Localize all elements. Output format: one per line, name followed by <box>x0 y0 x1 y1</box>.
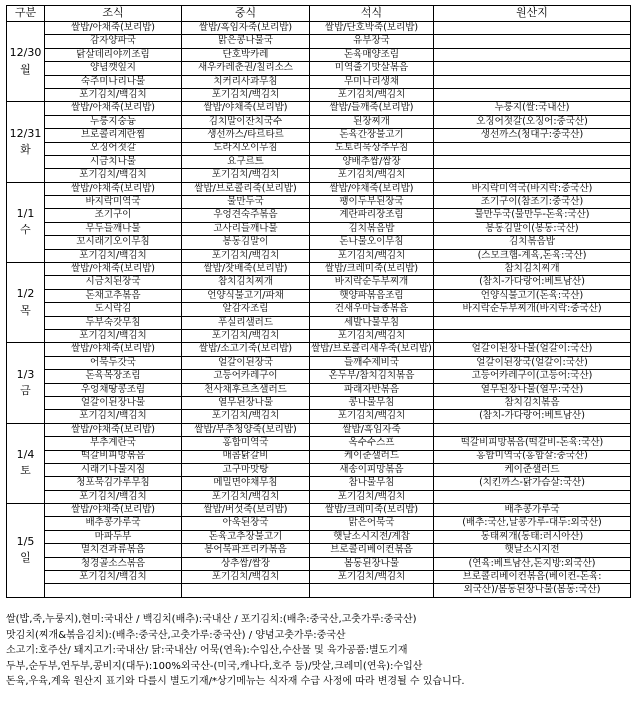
origin-item: 배추콩가루국 <box>434 504 631 517</box>
menu-row <box>7 88 631 101</box>
origin-item: 생선까스(청대구:중국산) <box>434 129 631 142</box>
breakfast-item: 꼬시래기오이무침 <box>45 236 182 249</box>
breakfast-item: 떡갈비피망볶음 <box>45 450 182 463</box>
header-dinner: 석식 <box>310 6 434 22</box>
origin-item: (연육:베트남산,돈지방:외국산) <box>434 557 631 570</box>
dinner-item: 돈육매양조림 <box>310 48 434 61</box>
dinner-item: 포기김치/백김치 <box>310 571 434 584</box>
dinner-item: 쌀밥/흑임자죽 <box>310 423 434 436</box>
lunch-item: 푸실리샐러드 <box>182 316 310 329</box>
breakfast-item: 마파두부 <box>45 530 182 543</box>
breakfast-item: 포기김치/백김치 <box>45 571 182 584</box>
menu-row <box>7 35 631 48</box>
menu-row <box>7 557 631 570</box>
breakfast-item: 무두들깨나물 <box>45 222 182 235</box>
origin-item <box>434 169 631 182</box>
lunch-item: 요구르트 <box>182 155 310 168</box>
dinner-item: 봄동된장나물 <box>310 557 434 570</box>
origin-item: 김치볶음밥 <box>434 236 631 249</box>
lunch-item: 생선까스/타르타르 <box>182 129 310 142</box>
lunch-item: 고구마맛탕 <box>182 463 310 476</box>
menu-row <box>7 115 631 128</box>
lunch-item: 홍합미역국 <box>182 437 310 450</box>
breakfast-item: 어묵두갓국 <box>45 356 182 369</box>
lunch-item: 쌀밥/버섯죽(보리밥) <box>182 504 310 517</box>
breakfast-item <box>45 584 182 597</box>
lunch-item: 고사리들깨나물 <box>182 222 310 235</box>
origin-item: 조기구이(참조기:중국산) <box>434 196 631 209</box>
breakfast-item: 쌀밥/야채죽(보리밥) <box>45 182 182 195</box>
lunch-item: 우엉견숙주볶음 <box>182 209 310 222</box>
lunch-item: 맑은콩나물국 <box>182 35 310 48</box>
day-cell <box>7 504 45 598</box>
origin-item <box>434 22 631 35</box>
breakfast-item: 쌀밥/야채죽(보리밥) <box>45 423 182 436</box>
origin-item: (참치-가다랑어:베트남산) <box>434 410 631 423</box>
header-origin: 원산지 <box>434 6 631 22</box>
dinner-item: 맑은어묵국 <box>310 517 434 530</box>
lunch-item: 돈육고추장불고기 <box>182 530 310 543</box>
day-cell <box>7 423 45 503</box>
day-weekday: 수 <box>20 223 31 237</box>
origin-item: 바지락순두부찌개(바지락:중국산) <box>434 303 631 316</box>
breakfast-item: 부추계란국 <box>45 437 182 450</box>
day-cell <box>7 102 45 182</box>
lunch-item <box>182 584 310 597</box>
dinner-item: 바지락순두부찌개 <box>310 276 434 289</box>
day-weekday: 목 <box>20 303 31 317</box>
dinner-item: 쌀밥/크레미죽(보리밥) <box>310 504 434 517</box>
dinner-item: 포기김치/백김치 <box>310 410 434 423</box>
header-row <box>7 6 631 22</box>
menu-row <box>7 356 631 369</box>
dinner-item: 포기김치/백김치 <box>310 169 434 182</box>
menu-row <box>7 544 631 557</box>
breakfast-item: 시금치나물 <box>45 155 182 168</box>
breakfast-item: 우엉채땅콩조림 <box>45 383 182 396</box>
breakfast-item: 포기김치/백김치 <box>45 410 182 423</box>
dinner-item: 포기김치/백김치 <box>310 329 434 342</box>
menu-row <box>7 169 631 182</box>
lunch-item: 도라지오이무침 <box>182 142 310 155</box>
breakfast-item: 돈채고추볶음 <box>45 289 182 302</box>
dinner-item: 포기김치/백김치 <box>310 249 434 262</box>
day-date: 1/3 <box>16 367 35 381</box>
dinner-item: 옥수수스프 <box>310 437 434 450</box>
menu-row <box>7 463 631 476</box>
breakfast-item: 두부숙갓무침 <box>45 316 182 329</box>
menu-row <box>7 383 631 396</box>
origin-item <box>434 490 631 503</box>
dinner-item: 쌀밥/크레미죽(보리밥) <box>310 263 434 276</box>
menu-row <box>7 62 631 75</box>
origin-item: 오징어젓갈(오징어:중국산) <box>434 115 631 128</box>
lunch-item: 참치김치찌개 <box>182 276 310 289</box>
lunch-item: 물만두국 <box>182 196 310 209</box>
lunch-item: 쌀밥/잣배죽(보리밥) <box>182 263 310 276</box>
lunch-item: 알감자조림 <box>182 303 310 316</box>
lunch-item: 열무된장나물 <box>182 396 310 409</box>
dinner-item: 된장찌개 <box>310 115 434 128</box>
origin-item: 열무된장나물(열무:국산) <box>434 383 631 396</box>
breakfast-item: 누룽지숭늉 <box>45 115 182 128</box>
menu-row <box>7 530 631 543</box>
menu-row <box>7 370 631 383</box>
lunch-item: 포기김치/백김치 <box>182 571 310 584</box>
dinner-item: 파래자반볶음 <box>310 383 434 396</box>
breakfast-item: 닭살데리야끼조림 <box>45 48 182 61</box>
origin-item: 물만두국(물만두-돈육:국산) <box>434 209 631 222</box>
origin-item <box>434 423 631 436</box>
origin-item <box>434 62 631 75</box>
lunch-item: 쌀밥/소고기죽(보리밥) <box>182 343 310 356</box>
day-date: 1/1 <box>16 206 35 220</box>
menu-row <box>7 129 631 142</box>
menu-row <box>7 209 631 222</box>
dinner-item: 양배추쌈/쌈장 <box>310 155 434 168</box>
breakfast-item: 쌀밥/야채죽(보리밥) <box>45 343 182 356</box>
lunch-item: 포기김치/백김치 <box>182 88 310 101</box>
menu-row <box>7 423 631 436</box>
breakfast-item: 양념깻잎지 <box>45 62 182 75</box>
menu-row <box>7 222 631 235</box>
origin-item: 얼갈이된장국(얼갈이:국산) <box>434 356 631 369</box>
breakfast-item: 바지락미역국 <box>45 196 182 209</box>
origin-item: (치킨까스-닭가슴살:국산) <box>434 477 631 490</box>
breakfast-item: 조기구이 <box>45 209 182 222</box>
day-weekday: 월 <box>20 62 31 76</box>
breakfast-item: 멸치견과류볶음 <box>45 544 182 557</box>
origin-item: (스모크햄-계육,돈육:국산) <box>434 249 631 262</box>
origin-item: 홍합미역국(홍합살:중국산) <box>434 450 631 463</box>
dinner-item: 들깨수제비국 <box>310 356 434 369</box>
origin-item: 햇날소시지전 <box>434 544 631 557</box>
origin-item: 케이준샐러드 <box>434 463 631 476</box>
lunch-item: 고등어카레구이 <box>182 370 310 383</box>
breakfast-item: 포기김치/백김치 <box>45 329 182 342</box>
menu-row <box>7 490 631 503</box>
menu-row <box>7 504 631 517</box>
lunch-item: 쌀밥/브로콜리죽(보리밥) <box>182 182 310 195</box>
breakfast-item: 숙주미나리나물 <box>45 75 182 88</box>
breakfast-item: 청경골소스볶음 <box>45 557 182 570</box>
dinner-item: 유부장국 <box>310 35 434 48</box>
dinner-item: 온두부/참치김치볶음 <box>310 370 434 383</box>
menu-row <box>7 477 631 490</box>
lunch-item: 상추쌈/쌈장 <box>182 557 310 570</box>
lunch-item: 언양식불고기/파채 <box>182 289 310 302</box>
day-date: 1/4 <box>16 447 35 461</box>
origin-item: 외국산)/봄동된장나물(봄동:국산) <box>434 584 631 597</box>
lunch-item: 매콤닭갈비 <box>182 450 310 463</box>
menu-row <box>7 48 631 61</box>
lunch-item: 봉동김말이 <box>182 236 310 249</box>
menu-row <box>7 102 631 115</box>
dinner-item: 쌀밥/단호박죽(보리밥) <box>310 22 434 35</box>
menu-row <box>7 584 631 597</box>
dinner-item: 쌀밥/들깨죽(보리밥) <box>310 102 434 115</box>
note-line: 소고기:호주산/ 돼지고기:국내산/ 닭:국내산/ 어묵(연육):수입산,수산물 및 육가공품:별도기재 <box>6 645 408 657</box>
lunch-item: 천사채후르츠샐러드 <box>182 383 310 396</box>
menu-row <box>7 343 631 356</box>
menu-row <box>7 517 631 530</box>
dinner-item: 세발나물무침 <box>310 316 434 329</box>
day-cell <box>7 343 45 423</box>
origin-item: 바지락미역국(바지락:중국산) <box>434 182 631 195</box>
dinner-item: 김치볶음밥 <box>310 222 434 235</box>
dinner-item: 콩나물무침 <box>310 396 434 409</box>
breakfast-item: 쌀밥/아채죽(보리밥) <box>45 263 182 276</box>
breakfast-item: 쌀밥/아채죽(보리밥) <box>45 22 182 35</box>
breakfast-item: 도시락김 <box>45 303 182 316</box>
note-line: 두부,순두부,연두부,콩비지(대두):100%외국산-(미국,캐나다,호주 등)/맛살,크레미(연육):수입산 <box>6 660 423 672</box>
menu-row <box>7 410 631 423</box>
origin-item <box>434 48 631 61</box>
dinner-item: 포기김치/백김치 <box>310 490 434 503</box>
origin-item <box>434 75 631 88</box>
menu-row <box>7 142 631 155</box>
lunch-item: 쌀밥/부추청양죽(보리밥) <box>182 423 310 436</box>
origin-item: 얼갈이된장나물(얼갈이:국산) <box>434 343 631 356</box>
dinner-item: 무미나리생채 <box>310 75 434 88</box>
lunch-item: 봉어묵파프리카볶음 <box>182 544 310 557</box>
breakfast-item: 쌀밥/아채죽(보리밥) <box>45 102 182 115</box>
menu-row <box>7 276 631 289</box>
origin-item: 참치김치찌개 <box>434 263 631 276</box>
menu-row <box>7 249 631 262</box>
day-date: 12/30 <box>9 46 42 60</box>
menu-row <box>7 22 631 35</box>
menu-row <box>7 155 631 168</box>
origin-item: 동태찌개(동태:러시아산) <box>434 530 631 543</box>
breakfast-item: 청포묵김가루무침 <box>45 477 182 490</box>
weekly-menu-table <box>6 5 631 598</box>
breakfast-item: 돈육목장조림 <box>45 370 182 383</box>
menu-row <box>7 236 631 249</box>
dinner-item: 쌀밥/야채죽(보리밥) <box>310 182 434 195</box>
dinner-item: 돈육간장불고기 <box>310 129 434 142</box>
day-date: 1/5 <box>16 534 35 548</box>
origin-item: 참치김치볶음 <box>434 396 631 409</box>
lunch-item: 포기김치/백김치 <box>182 249 310 262</box>
origin-item: 떡갈비피망볶음(떡갈비-돈육:국산) <box>434 437 631 450</box>
dinner-item: 도토리묵상추무침 <box>310 142 434 155</box>
dinner-item: 돈나물오이무침 <box>310 236 434 249</box>
dinner-item: 참나물무침 <box>310 477 434 490</box>
lunch-item: 김치말이잔치국수 <box>182 115 310 128</box>
dinner-item: 팽이두부된장국 <box>310 196 434 209</box>
breakfast-item: 시래기나물지짐 <box>45 463 182 476</box>
breakfast-item: 감자양파국 <box>45 35 182 48</box>
origin-item: 브로콜리베이컨볶음(베이컨-돈육: <box>434 571 631 584</box>
origin-notes <box>6 612 634 690</box>
origin-item <box>434 88 631 101</box>
dinner-item: 미역줄기맛살볶음 <box>310 62 434 75</box>
day-date: 12/31 <box>9 126 42 140</box>
header-day: 구분 <box>7 6 45 22</box>
menu-row <box>7 329 631 342</box>
dinner-item: 브로콜리베이컨볶음 <box>310 544 434 557</box>
day-date: 1/2 <box>16 287 35 301</box>
menu-row <box>7 396 631 409</box>
dinner-item: 건새우마늘종볶음 <box>310 303 434 316</box>
breakfast-item: 포기김치/백김치 <box>45 88 182 101</box>
lunch-item: 얼갈이된장국 <box>182 356 310 369</box>
dinner-item: 햇양파볶음조림 <box>310 289 434 302</box>
origin-item: 고등어카레구이(고등어:국산) <box>434 370 631 383</box>
dinner-item <box>310 584 434 597</box>
origin-item <box>434 316 631 329</box>
day-weekday: 일 <box>20 551 31 565</box>
origin-item <box>434 155 631 168</box>
dinner-item: 포기김치/백김치 <box>310 88 434 101</box>
lunch-item: 쌀밥/흑임자죽(보리밥) <box>182 22 310 35</box>
breakfast-item: 얼갈이된장나물 <box>45 396 182 409</box>
lunch-item: 메밀면야채무침 <box>182 477 310 490</box>
origin-item: (배추:국산,날콩가루-대두:외국산) <box>434 517 631 530</box>
menu-row <box>7 289 631 302</box>
lunch-item: 치커리사과무침 <box>182 75 310 88</box>
lunch-item: 단호박카레 <box>182 48 310 61</box>
origin-item: 언양식불고기(돈육:국산) <box>434 289 631 302</box>
menu-row <box>7 316 631 329</box>
origin-item <box>434 142 631 155</box>
lunch-item: 포기김치/백김치 <box>182 329 310 342</box>
day-weekday: 금 <box>20 384 31 398</box>
dinner-item: 계란파리장조림 <box>310 209 434 222</box>
breakfast-item: 포기김치/백김치 <box>45 249 182 262</box>
menu-row <box>7 182 631 195</box>
day-weekday: 토 <box>20 464 31 478</box>
menu-row <box>7 263 631 276</box>
breakfast-item: 배추콩가루국 <box>45 517 182 530</box>
menu-row <box>7 196 631 209</box>
menu-row <box>7 303 631 316</box>
origin-item: 봉동김말이(봉동:국산) <box>434 222 631 235</box>
lunch-item: 쌀밥/야채죽(보리밥) <box>182 102 310 115</box>
header-breakfast: 조식 <box>45 6 182 22</box>
menu-row <box>7 450 631 463</box>
dinner-item: 새송이피망볶음 <box>310 463 434 476</box>
origin-item: 누룽지(쌀:국내산) <box>434 102 631 115</box>
breakfast-item: 쌀밥/야채죽(보리밥) <box>45 504 182 517</box>
header-lunch: 중식 <box>182 6 310 22</box>
note-line: 맛김치(찌개&볶음김치):(배추:중국산,고춧가루:중국산) / 양념고춧가루:중국산 <box>6 629 346 641</box>
dinner-item: 햇날소시지전/계찹 <box>310 530 434 543</box>
lunch-item: 포기김치/백김치 <box>182 169 310 182</box>
breakfast-item: 포기김치/백김치 <box>45 169 182 182</box>
breakfast-item: 오징어젓갈 <box>45 142 182 155</box>
menu-row <box>7 75 631 88</box>
day-cell <box>7 22 45 102</box>
day-weekday: 화 <box>20 143 31 157</box>
breakfast-item: 브로콜리계란찜 <box>45 129 182 142</box>
origin-item <box>434 329 631 342</box>
note-line: 돈육,우육,계육 원산지 표기와 다를시 별도기재/*상기메뉴는 식자재 수급 사정에 따라 변경될 수 있습니다. <box>6 676 465 688</box>
day-cell <box>7 182 45 262</box>
day-cell <box>7 263 45 343</box>
origin-item <box>434 35 631 48</box>
lunch-item: 포기김치/백김치 <box>182 490 310 503</box>
lunch-item: 새우카레춘권/칠리소스 <box>182 62 310 75</box>
dinner-item: 케이준샐러드 <box>310 450 434 463</box>
breakfast-item: 포기김치/백김치 <box>45 490 182 503</box>
menu-row <box>7 437 631 450</box>
lunch-item: 포기김치/백김치 <box>182 410 310 423</box>
origin-item: (참치-가다랑어:베트남산) <box>434 276 631 289</box>
lunch-item: 아욱된장국 <box>182 517 310 530</box>
note-line: 쌀(밥,죽,누룽지),현미:국내산 / 백김치(배추):국내산 / 포기김치:(배추:중국산,고춧가루:중국산) <box>6 614 417 625</box>
menu-row <box>7 571 631 584</box>
dinner-item: 쌀밥/브로콜리새우죽(보리밥) <box>311 343 432 355</box>
breakfast-item: 시금치된장국 <box>45 276 182 289</box>
